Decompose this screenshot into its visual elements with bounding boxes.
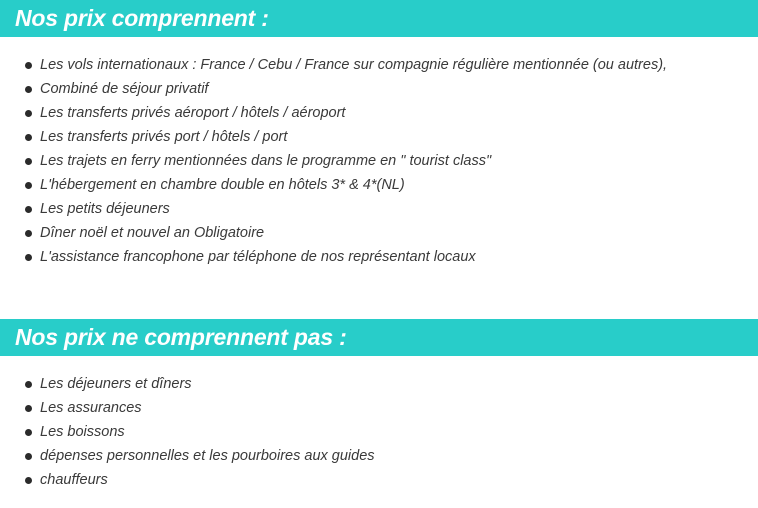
list-item [0, 53, 667, 77]
bullet-icon [25, 206, 32, 213]
bullet-icon [25, 381, 32, 388]
list-item [0, 173, 667, 197]
bullet-icon [25, 230, 32, 237]
excluded-section-title: Nos prix ne comprennent pas : [15, 324, 347, 350]
bullet-icon [25, 158, 32, 165]
excluded-items-list [0, 372, 375, 492]
list-item [0, 468, 375, 492]
list-item-text: L'hébergement en chambre double en hôtels 3* & 4*(NL) [40, 177, 405, 193]
list-item [0, 101, 667, 125]
bullet-icon [25, 477, 32, 484]
list-item [0, 444, 375, 468]
list-item-text: L'assistance francophone par téléphone de nos représentant locaux [40, 249, 476, 265]
list-item-text: Les déjeuners et dîners [40, 376, 192, 392]
bullet-icon [25, 62, 32, 69]
bullet-icon [25, 86, 32, 93]
list-item-text: Les assurances [40, 400, 142, 416]
list-item [0, 245, 667, 269]
bullet-icon [25, 254, 32, 261]
list-item-text: chauffeurs [40, 472, 108, 488]
included-items-list [0, 53, 667, 269]
bullet-icon [25, 110, 32, 117]
list-item-text: dépenses personnelles et les pourboires aux guides [40, 448, 375, 464]
list-item [0, 125, 667, 149]
list-item [0, 420, 375, 444]
included-section-title: Nos prix comprennent : [15, 5, 269, 31]
bullet-icon [25, 429, 32, 436]
list-item [0, 372, 375, 396]
list-item [0, 149, 667, 173]
list-item-text: Les transferts privés aéroport / hôtels / aéroport [40, 105, 346, 121]
bullet-icon [25, 182, 32, 189]
list-item [0, 197, 667, 221]
bullet-icon [25, 405, 32, 412]
bullet-icon [25, 453, 32, 460]
list-item [0, 77, 667, 101]
list-item-text: Les vols internationaux : France / Cebu / France sur compagnie régulière mentionnée (ou autres), [40, 57, 668, 73]
list-item-text: Dîner noël et nouvel an Obligatoire [40, 225, 265, 241]
list-item-text: Combiné de séjour privatif [40, 81, 209, 97]
included-section-header [0, 0, 758, 37]
list-item-text: Les trajets en ferry mentionnées dans le programme en " tourist class" [40, 153, 492, 169]
list-item-text: Les boissons [40, 424, 125, 440]
list-item [0, 396, 375, 420]
bullet-icon [25, 134, 32, 141]
list-item-text: Les transferts privés port / hôtels / port [40, 129, 288, 145]
excluded-section-header [0, 319, 758, 356]
list-item [0, 221, 667, 245]
list-item-text: Les petits déjeuners [40, 201, 170, 217]
